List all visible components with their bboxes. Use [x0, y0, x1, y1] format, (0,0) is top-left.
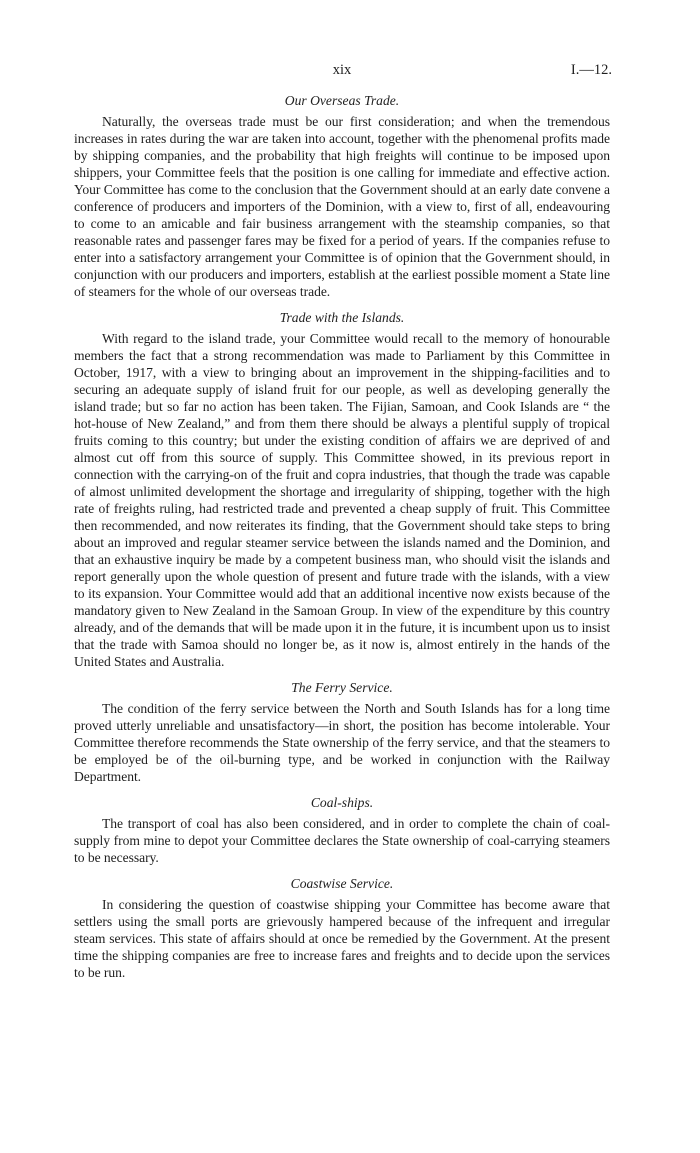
section-heading: Our Overseas Trade. — [284, 93, 400, 108]
document-reference: I.—12. — [570, 62, 612, 78]
section-heading: Trade with the Islands. — [279, 310, 405, 325]
section-paragraph: The transport of coal has also been considered, and in order to complete the chain of coal-supply from mine to depot your Committee declares the State ownership of coal-carrying steamers to be necessary. — [74, 816, 610, 865]
section-coastwise-service — [74, 875, 610, 981]
section-coal-ships — [74, 794, 610, 866]
section-paragraph: With regard to the island trade, your Committee would recall to the memory of honourable members the fact that a strong recommendation was made to Parliament by this Committee in October, 1917, with a view to bringing about an improvement in the shipping-facilities and to securing an adequate supply of island fruit for our people, as well as developing generally the island trade; but so far no action has been taken. The Fijian, Samoan, and Cook Islands are “ the hot-house of New Zealand,” and from them there should be always a plentiful supply of tropical fruits coming to this country; but under the existing condition of affairs we are deprived of and almost cut off from this source of supply. This Committee showed, in its previous report in connection with the carrying-on of the fruit and copra industries, that though the trade was capable of almost unlimited development the shortage and irregularity of shipping, together with the high rate of freights ruling, had restricted trade and prevented a cheap supply of fruit. This Committee then recommended, and now reiterates its finding, that the Government should take steps to bring about an improved and regular steamer service between the islands named and the Dominion, and that an exhaustive inquiry be made by a competent business man, who should visit the islands and report generally upon the whole question of present and future trade with the islands, with a view to its expansion. Your Committee would add that an additional incentive now exists because of the mandatory given to New Zealand in the Samoan Group. In view of the expenditure by this country already, and of the demands that will be made upon it in the future, it is incumbent upon us to insist that the trade with Samoa should no longer be, as it now is, almost entirely in the hands of the United States and Australia. — [74, 331, 610, 669]
section-paragraph: Naturally, the overseas trade must be our first consideration; and when the tremendous increases in rates during the war are taken into account, together with the phenomenal profits made by shipping companies, and the probability that high freights will continue to be imposed upon shippers, your Committee feels that the position is one calling for immediate and effective action. Your Committee has come to the conclusion that the Government should at an early date convene a conference of producers and importers of the Dominion, with a view to, first of all, endeavouring to come to an amicable and fair business arrangement with the steamship companies, so that reasonable rates and passenger fares may be fixed for a period of years. If the companies refuse to enter into a satisfactory arrangement your Committee is of opinion that the Government should, in conjunction with our producers and importers, establish at the earliest possible moment a State line of steamers for the whole of our overseas trade. — [74, 114, 610, 299]
page-number: xix — [332, 62, 352, 78]
section-paragraph: In considering the question of coastwise shipping your Committee has become aware that settlers using the small ports are grievously hampered because of the infrequent and irregular steam services. This state of affairs should at once be remedied by the Government. At the present time the shipping companies are free to increase fares and freights and to decide upon the services to be run. — [74, 897, 610, 980]
section-paragraph: The condition of the ferry service between the North and South Islands has for a long time proved utterly unreliable and unsatisfactory—in short, the position has become intolerable. Your Committee therefore recommends the State ownership of the ferry service, and that the steamers to be employed be of the oil-burning type, and be worked in conjunction with the Railway Department. — [74, 701, 610, 784]
section-overseas-trade — [74, 92, 610, 300]
section-heading: Coastwise Service. — [290, 876, 394, 891]
page-header — [74, 62, 610, 88]
section-heading: The Ferry Service. — [291, 680, 393, 695]
document-page — [74, 62, 610, 990]
section-heading: Coal-ships. — [310, 795, 374, 810]
section-ferry-service — [74, 679, 610, 785]
section-island-trade — [74, 309, 610, 670]
